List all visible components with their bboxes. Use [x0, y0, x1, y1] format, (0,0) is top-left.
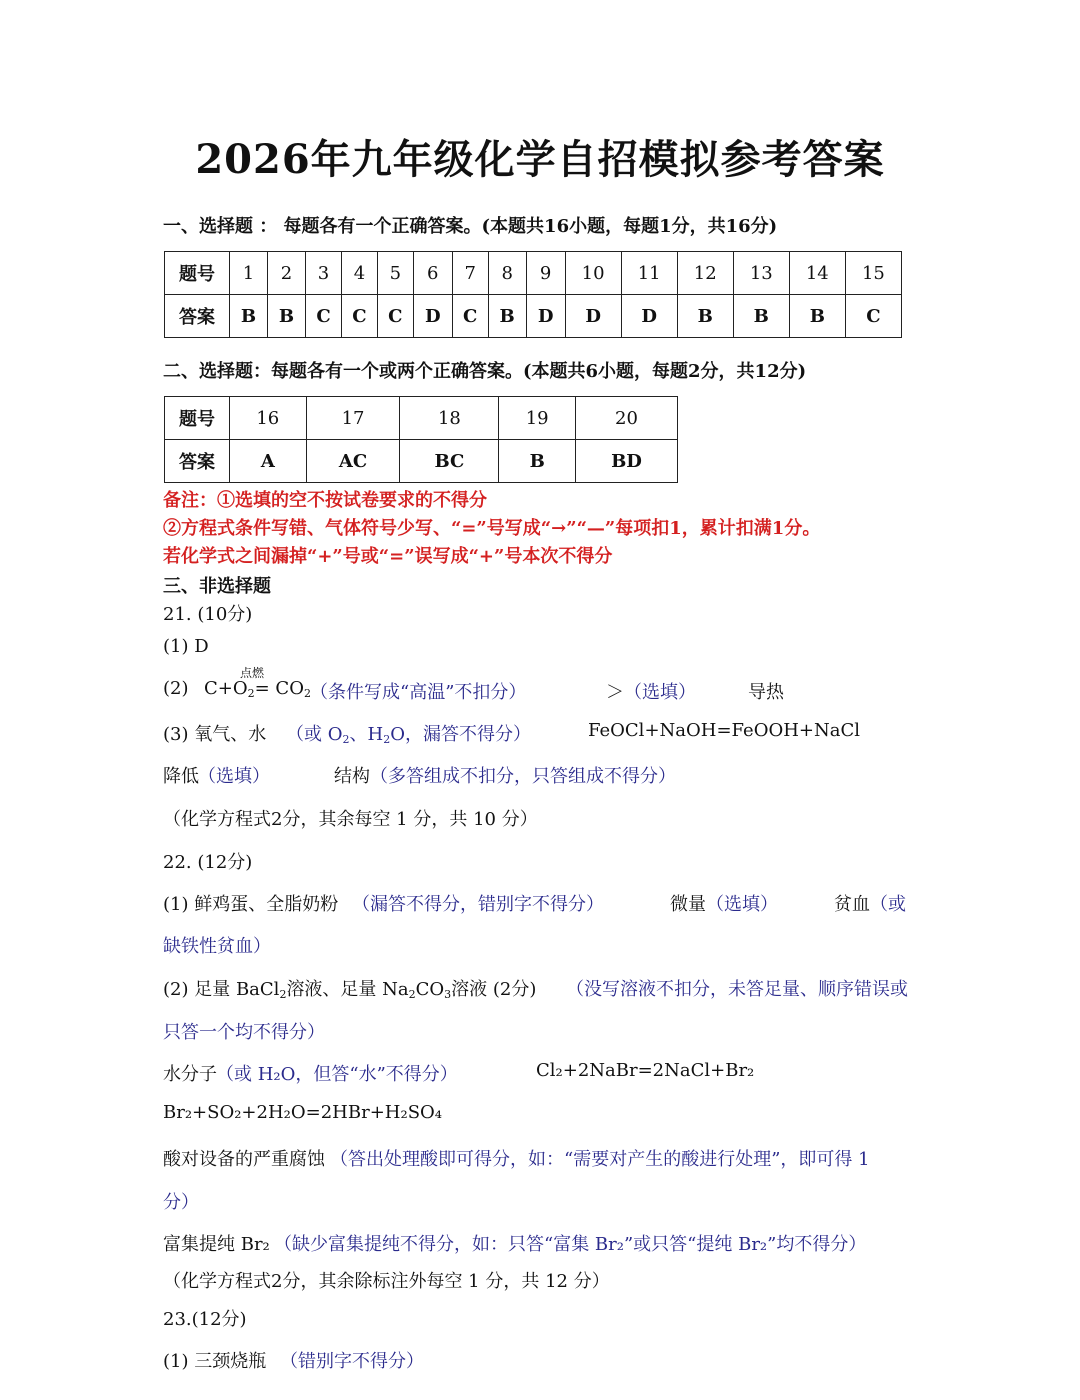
q21-answer-2-equation: $C+O_2= CO_2$ — [204, 678, 311, 700]
q-number: 8 — [488, 252, 526, 295]
q-number: 1 — [230, 252, 268, 295]
q22-heading: 22. (12分) — [163, 852, 253, 873]
q-number: 19 — [499, 397, 576, 440]
q21-answer-2-label: (2) — [163, 678, 189, 699]
q22-answer-6: 富集提纯 Br₂ — [163, 1234, 270, 1255]
q-number: 13 — [733, 252, 789, 295]
q-number: 7 — [452, 252, 488, 295]
row-label-question: 题号 — [165, 397, 230, 440]
q21-answer-2-symbol: ＞ — [606, 682, 624, 703]
q-number: 3 — [306, 252, 342, 295]
q-number: 18 — [400, 397, 499, 440]
q22-score-note: （化学方程式2分，其余除标注外每空 1 分，共 12 分） — [163, 1271, 610, 1292]
answer-cell: B — [733, 295, 789, 338]
q-number: 15 — [845, 252, 901, 295]
q22-answer-5-note-cont: 分） — [163, 1192, 199, 1213]
q21-answer-4b: 结构 — [334, 766, 370, 787]
answer-cell: C — [452, 295, 488, 338]
q23-heading: 23.(12分) — [163, 1309, 247, 1330]
answer-cell: B — [677, 295, 733, 338]
q23-answer-1-note: （错别字不得分） — [280, 1351, 424, 1372]
q22-answer-1c-note-cont: 缺铁性贫血） — [163, 936, 271, 957]
q22-answer-1b: 微量 — [670, 894, 706, 915]
answer-cell: C — [306, 295, 342, 338]
q-number: 12 — [677, 252, 733, 295]
q22-answer-3-equation: Cl₂+2NaBr=2NaCl+Br₂ — [536, 1060, 755, 1081]
q-number: 9 — [526, 252, 565, 295]
page-title: 2026年九年级化学自招模拟参考答案 — [195, 136, 885, 183]
q21-answer-4: 降低 — [163, 766, 199, 787]
q21-answer-1: (1) D — [163, 636, 209, 657]
answer-cell: C — [377, 295, 413, 338]
answer-cell: B — [488, 295, 526, 338]
row-label-answer: 答案 — [165, 295, 230, 338]
q-number: 17 — [306, 397, 400, 440]
answer-cell: AC — [306, 440, 400, 483]
q-number: 11 — [621, 252, 677, 295]
q22-answer-3: 水分子 — [163, 1064, 217, 1085]
q21-answer-3: (3) 氧气、水 — [163, 724, 267, 745]
answer-cell: D — [526, 295, 565, 338]
q22-answer-2-note: （没写溶液不扣分，未答足量、顺序错误或 — [566, 979, 908, 1000]
q21-answer-3-note: （或 $O_2$、$H_2O$，漏答不得分） — [286, 724, 531, 746]
q22-answer-2: (2) 足量 BaCl$_2$溶液、足量 $Na_2CO_3$溶液 (2分) — [163, 979, 537, 1001]
answer-cell: C — [845, 295, 901, 338]
answer-cell: A — [230, 440, 307, 483]
section3-heading: 三、非选择题 — [163, 576, 271, 597]
q22-answer-5: 酸对设备的严重腐蚀 — [163, 1149, 325, 1170]
reaction-condition: 点燃 — [240, 666, 265, 680]
q22-answer-6-note: （缺少富集提纯不得分，如：只答“富集 Br₂”或只答“提纯 Br₂”均不得分） — [274, 1234, 867, 1255]
answer-cell: B — [789, 295, 845, 338]
note-line-3: 若化学式之间漏掉“+”号或“=”误写成“+”号本次不得分 — [163, 546, 613, 567]
q-number: 6 — [413, 252, 452, 295]
q21-answer-3-equation: FeOCl+NaOH=FeOOH+NaCl — [588, 720, 861, 741]
q22-answer-2-note-cont: 只答一个均不得分） — [163, 1022, 325, 1043]
q21-heading: 21. (10分) — [163, 604, 253, 625]
q22-answer-3-note: （或 H₂O，但答“水”不得分） — [216, 1064, 458, 1085]
q-number: 14 — [789, 252, 845, 295]
q22-answer-5-note: （答出处理酸即可得分，如：“需要对产生的酸进行处理”，即可得 1 — [330, 1149, 870, 1170]
answer-cell: D — [565, 295, 621, 338]
answer-cell: BD — [575, 440, 677, 483]
q21-answer-4-note: （选填） — [198, 766, 270, 787]
answer-cell: B — [499, 440, 576, 483]
q-number: 10 — [565, 252, 621, 295]
note-line-1: 备注：①选填的空不按试卷要求的不得分 — [163, 490, 487, 511]
section2-answer-table — [164, 396, 678, 483]
q-number: 2 — [268, 252, 306, 295]
row-label-answer: 答案 — [165, 440, 230, 483]
q-number: 16 — [230, 397, 307, 440]
answer-cell: D — [413, 295, 452, 338]
q23-answer-1: (1) 三颈烧瓶 — [163, 1351, 267, 1372]
q-number: 4 — [341, 252, 377, 295]
q21-answer-2-note: （条件写成“高温”不扣分） — [310, 682, 527, 703]
q21-score-note: （化学方程式2分，其余每空 1 分，共 10 分） — [163, 809, 538, 830]
q21-answer-2-symbol-note: （选填） — [624, 682, 696, 703]
q22-answer-1c-note: （或 — [870, 894, 906, 915]
row-label-question: 题号 — [165, 252, 230, 295]
answer-cell: B — [268, 295, 306, 338]
note-line-2: ②方程式条件写错、气体符号少写、“=”号写成“→”“—”每项扣1，累计扣满1分。 — [163, 518, 821, 539]
section2-heading: 二、选择题：每题各有一个或两个正确答案。(本题共6小题，每题2分，共12分) — [163, 361, 807, 382]
q22-answer-1b-note: （选填） — [706, 894, 778, 915]
q22-answer-1: (1) 鲜鸡蛋、全脂奶粉 — [163, 894, 339, 915]
section1-answer-table — [164, 251, 902, 338]
section1-heading: 一、选择题 ： 每题各有一个正确答案。(本题共16小题，每题1分，共16分) — [163, 216, 778, 237]
q22-answer-1-note: （漏答不得分，错别字不得分） — [352, 894, 604, 915]
answer-cell: C — [341, 295, 377, 338]
q-number: 20 — [575, 397, 677, 440]
q22-answer-4-equation: Br₂+SO₂+2H₂O=2HBr+H₂SO₄ — [163, 1102, 442, 1123]
q21-answer-4b-note: （多答组成不扣分，只答组成不得分） — [370, 766, 676, 787]
q21-answer-2-extra: 导热 — [748, 682, 784, 703]
q-number: 5 — [377, 252, 413, 295]
answer-cell: D — [621, 295, 677, 338]
answer-cell: B — [230, 295, 268, 338]
answer-cell: BC — [400, 440, 499, 483]
q22-answer-1c: 贫血 — [834, 894, 870, 915]
